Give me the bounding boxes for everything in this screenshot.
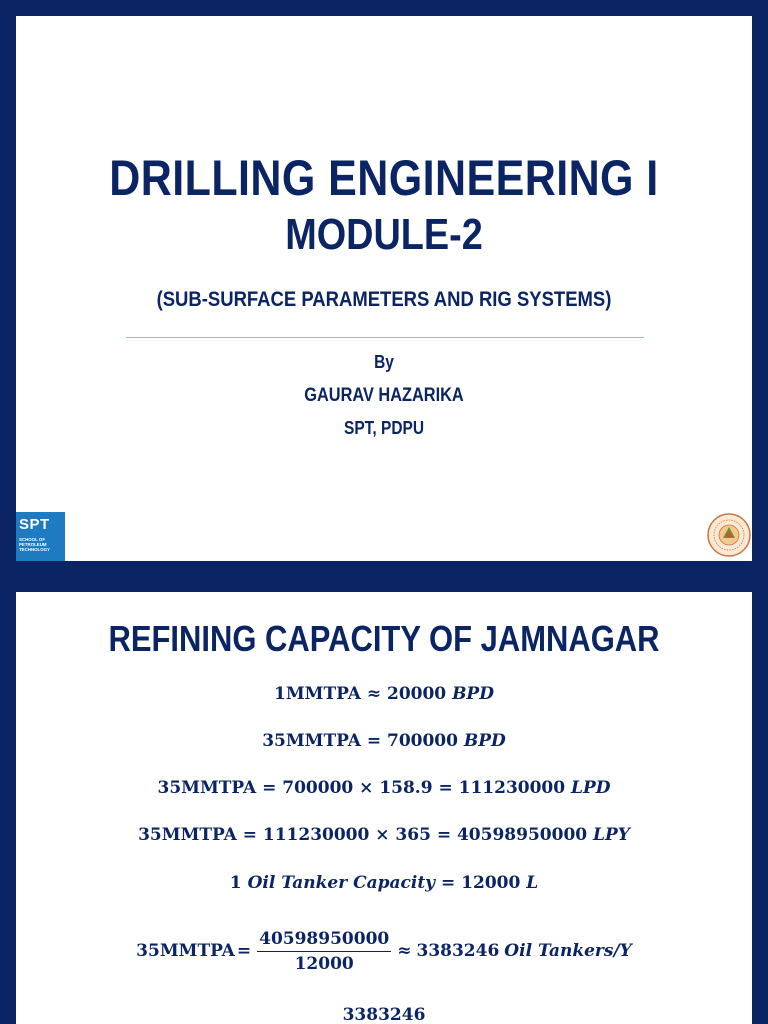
spt-logo-line: TECHNOLOGY (19, 547, 50, 553)
fraction-denominator: 12000 (294, 953, 354, 974)
divider-line (126, 337, 644, 338)
spt-logo-line: SCHOOL OF (19, 537, 46, 542)
equation-7-numerator: 3383246 (342, 1005, 426, 1024)
fraction-numerator: 40598950000 (257, 929, 391, 952)
eq-op: = (366, 731, 382, 751)
slide-subtitle: (SUB-SURFACE PARAMETERS AND RIG SYSTEMS) (156, 288, 612, 311)
eq-unit: L (526, 873, 539, 893)
eq-unit: Oil Tankers/Y (504, 941, 632, 961)
eq-rhs: 700000 (386, 731, 458, 751)
equation-3 (16, 778, 752, 798)
university-seal-icon (706, 512, 752, 558)
by-label: By (374, 352, 394, 372)
eq-rhs: 111230000 × 365 = 40598950000 (262, 825, 588, 845)
eq-op: = (242, 825, 257, 845)
eq-unit: LPD (571, 778, 611, 798)
eq-op: = (262, 778, 277, 798)
eq-lhs: 1 (229, 873, 242, 893)
module-title: MODULE-2 (285, 210, 483, 259)
eq-op: = (440, 873, 456, 893)
spt-logo-line: PETROLEUM (19, 542, 47, 548)
eq-rhs: 12000 (461, 873, 521, 893)
equation-4 (16, 825, 752, 845)
eq-lhs: 1MMTPA (274, 684, 361, 704)
spt-logo (16, 512, 65, 561)
eq-unit: BPD (463, 731, 506, 751)
eq-unit: BPD (452, 684, 494, 704)
eq-lhs: 35MMTPA (136, 941, 235, 961)
equation-6 (16, 926, 752, 976)
eq-label: Oil Tanker Capacity (247, 873, 436, 893)
eq-lhs: 35MMTPA (262, 731, 361, 751)
equation-2 (16, 731, 752, 751)
eq-op: ≈ (397, 941, 412, 961)
eq-op: = (236, 941, 252, 961)
author-name: GAURAV HAZARIKA (304, 385, 464, 406)
eq-result: 3383246 (416, 941, 500, 961)
eq-unit: LPY (593, 825, 630, 845)
eq-lhs: 35MMTPA (157, 778, 257, 798)
spt-logo-abbr: SPT (19, 516, 50, 533)
affiliation: SPT, PDPU (343, 418, 425, 438)
slide2-title: REFINING CAPACITY OF JAMNAGAR (108, 618, 660, 659)
eq-rhs: 20000 (386, 684, 447, 704)
fraction (257, 929, 391, 974)
spt-logo-text (19, 537, 63, 553)
slide-title: DRILLING ENGINEERING I (109, 150, 659, 206)
equation-5 (16, 873, 752, 893)
content-slide (16, 592, 752, 1024)
eq-op: ≈ (366, 684, 382, 704)
equation-1 (16, 684, 752, 704)
title-slide (16, 16, 752, 561)
eq-rhs: 700000 × 158.9 = 111230000 (282, 778, 566, 798)
eq-lhs: 35MMTPA (138, 825, 237, 845)
